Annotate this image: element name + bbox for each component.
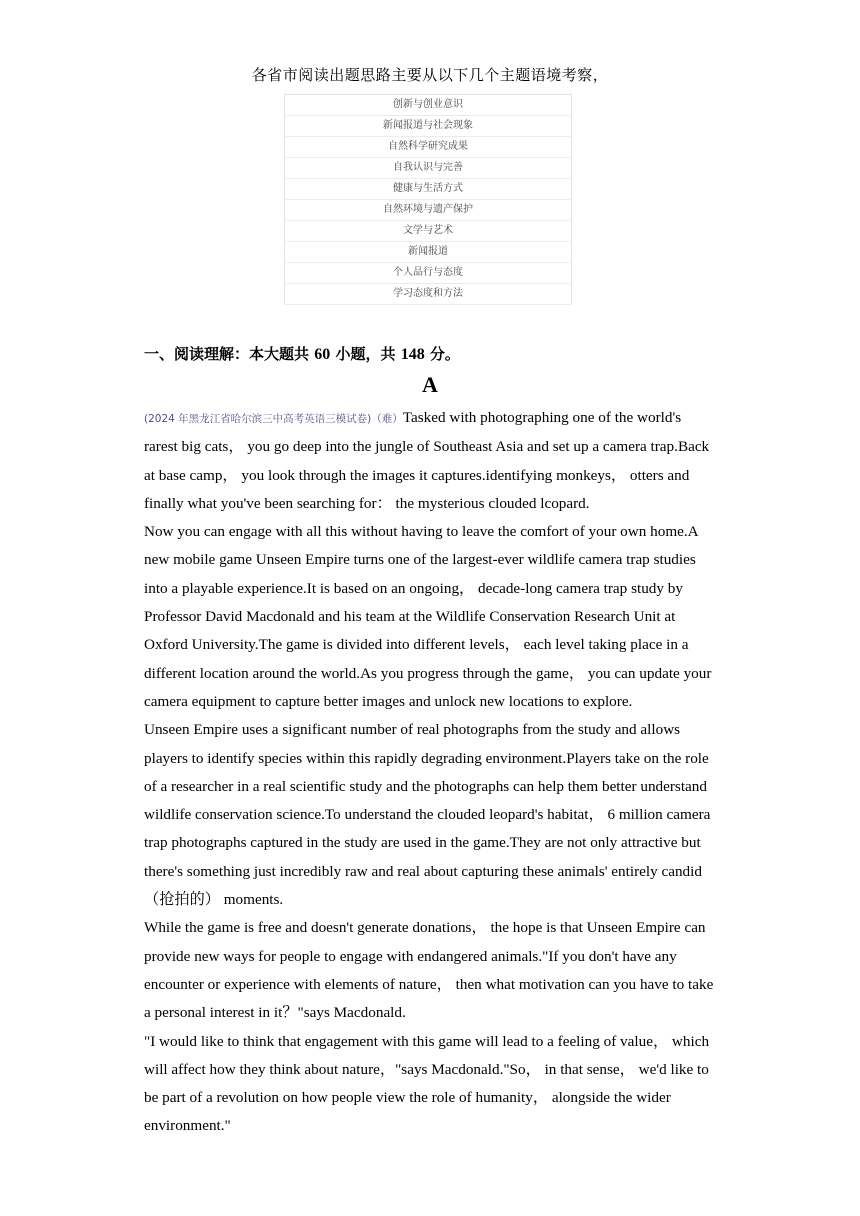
topic-cell: 自然科学研究成果 — [285, 137, 572, 158]
passage-letter: A — [422, 372, 438, 397]
paragraph-text: Tasked with photographing one of the world's rarest big cats， you go deep into the jungle of Southeast Asia and set up a camera trap.Back at base camp， you look through the images it captures.identifying monkeys， otters and finally what you've been searching for： the mysterious clouded lcopard. — [144, 409, 710, 512]
topic-cell: 学习态度和方法 — [285, 284, 572, 305]
section-suffix: 分。 — [424, 345, 460, 363]
topic-cell: 文学与艺术 — [285, 221, 572, 242]
topic-row — [285, 242, 572, 263]
topic-cell: 新闻报道 — [285, 242, 572, 263]
topic-row — [285, 284, 572, 305]
paragraph — [144, 404, 716, 518]
topic-cell: 新闻报道与社会现象 — [285, 116, 572, 137]
paragraph: Now you can engage with all this without having to leave the comfort of your own home.A new mobile game Unseen Empire turns one of the largest-ever wildlife camera trap studies into a playable experience.It is based on an ongoing， decade-long camera trap study by Professor David Macdonald and his team at the Wildlife Conservation Research Unit at Oxford University.The game is divided into different levels， each level taking place in a different location around the world.As you progress through the game， you can update your camera equipment to capture better images and unlock new locations to explore. — [144, 523, 712, 710]
topic-cell: 创新与创业意识 — [285, 95, 572, 116]
paragraph: Unseen Empire uses a significant number of real photographs from the study and allows players to identify species within this rapidly degrading environment.Players take on the role of a researcher in a real scientific study and the photographs can help them better understand wildlife conservation science.To understand the clouded leopard's habitat， 6 million camera trap photographs captured in the study are used in the game.They are not only attractive but there's something just incredibly raw and real about capturing these animals' entirely candid （抢拍的） moments. — [144, 721, 711, 909]
topic-cell: 自我认识与完善 — [285, 158, 572, 179]
passage-body — [144, 404, 716, 1141]
topic-cell: 健康与生活方式 — [285, 179, 572, 200]
total-score: 148 — [400, 346, 425, 363]
section-prefix: 一、阅读理解：本大题共 — [144, 345, 315, 363]
topic-cell: 个人品行与态度 — [285, 263, 572, 284]
question-count: 60 — [314, 346, 331, 363]
paragraph: "I would like to think that engagement with this game will lead to a feeling of value， which will affect how they think about nature，"says Macdonald."So， in that sense， we'd like to be part of a revolution on how people view the role of humanity， alongside the wider environment." — [144, 1032, 710, 1135]
section-middle: 小题，共 — [330, 345, 401, 363]
topic-row — [285, 116, 572, 137]
topic-row — [285, 200, 572, 221]
topic-row — [285, 95, 572, 116]
topic-table — [284, 94, 572, 305]
topic-row — [285, 263, 572, 284]
intro-line: 各省市阅读出题思路主要从以下几个主题语境考察， — [251, 68, 609, 84]
section-heading — [144, 343, 460, 364]
topic-row — [285, 137, 572, 158]
topic-row — [285, 179, 572, 200]
topic-cell: 自然环境与遗产保护 — [285, 200, 572, 221]
topic-row — [285, 221, 572, 242]
paragraph: While the game is free and doesn't generate donations， the hope is that Unseen Empire can provide new ways for people to engage with endangered animals."If you don't have any encounter or experience with elements of nature， then what motivation can you have to take a personal interest in it？"says Macdonald. — [144, 919, 714, 1022]
topic-row — [285, 158, 572, 179]
source-tag: (2024 年黑龙江省哈尔滨三中高考英语三模试卷)（难） — [144, 413, 403, 425]
